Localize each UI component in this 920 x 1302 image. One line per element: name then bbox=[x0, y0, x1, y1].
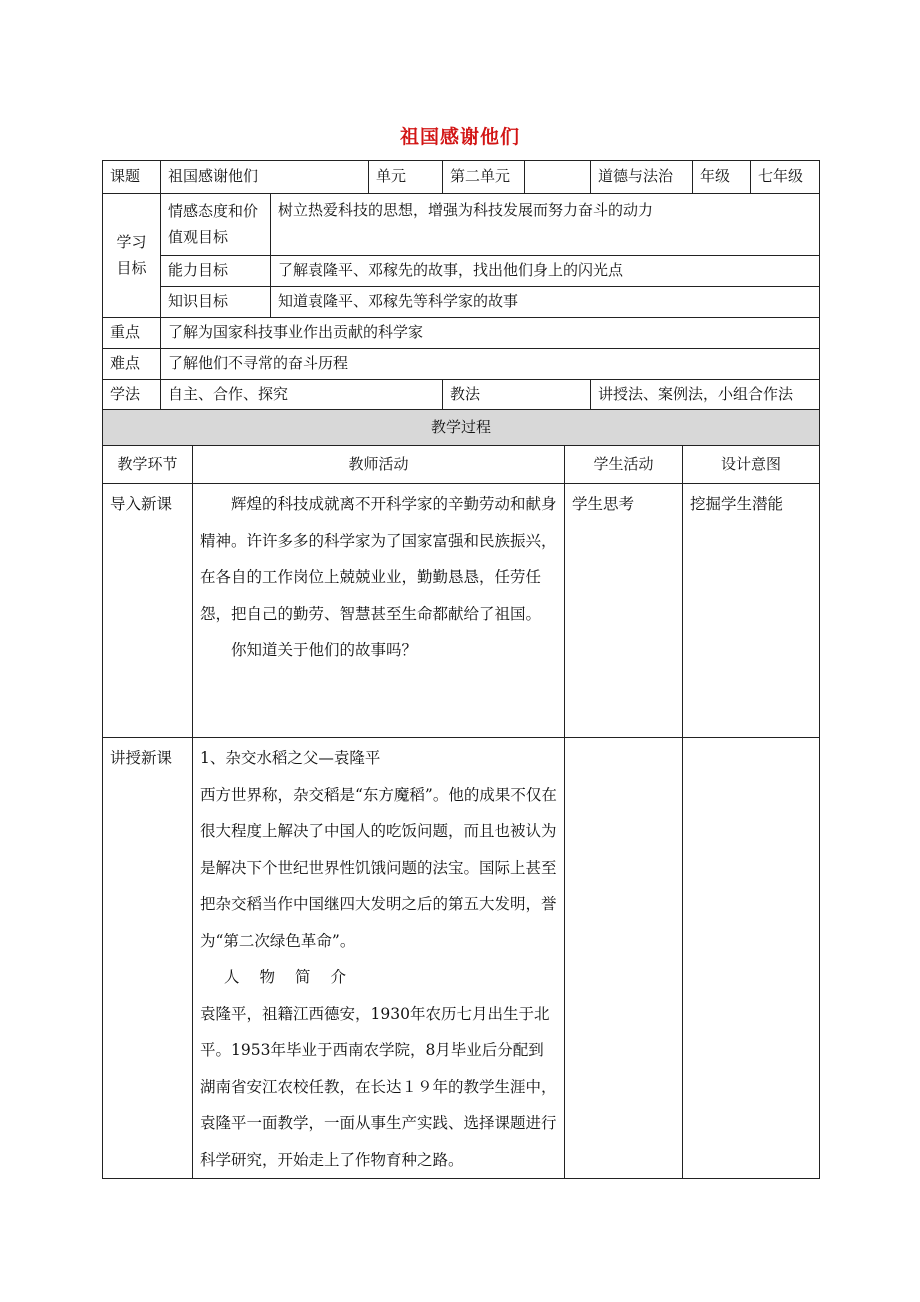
course-value: 道德与法治 bbox=[591, 161, 693, 194]
grade-value: 七年级 bbox=[751, 161, 820, 194]
column-header-teacher: 教师活动 bbox=[193, 446, 565, 484]
unit-value: 第二单元 bbox=[443, 161, 525, 194]
student-activity-intro: 学生思考 bbox=[565, 484, 683, 738]
empty-cell bbox=[525, 161, 591, 194]
stage-intro: 导入新课 bbox=[103, 484, 193, 738]
subject-label: 课题 bbox=[103, 161, 161, 194]
objectives-label: 学习 目标 bbox=[103, 194, 161, 318]
column-header-student: 学生活动 bbox=[565, 446, 683, 484]
key-point-label: 重点 bbox=[103, 318, 161, 349]
objective-content-attitude: 树立热爱科技的思想，增强为科技发展而努力奋斗的动力 bbox=[271, 194, 820, 256]
difficulty-label: 难点 bbox=[103, 349, 161, 380]
document-title: 祖国感谢他们 bbox=[399, 126, 520, 148]
teach-method-label: 教法 bbox=[443, 380, 591, 411]
objective-content-knowledge: 知道袁隆平、邓稼先等科学家的故事 bbox=[271, 287, 820, 318]
column-header-intent: 设计意图 bbox=[683, 446, 820, 484]
stage-new-lesson: 讲授新课 bbox=[103, 738, 193, 1179]
column-header-stage: 教学环节 bbox=[103, 446, 193, 484]
process-heading: 教学过程 bbox=[103, 410, 820, 446]
objective-name-attitude: 情感态度和价 值观目标 bbox=[161, 194, 271, 256]
subject-value: 祖国感谢他们 bbox=[161, 161, 369, 194]
difficulty-content: 了解他们不寻常的奋斗历程 bbox=[161, 349, 820, 380]
teacher-activity-new-lesson: 1、杂交水稻之父—袁隆平 西方世界称，杂交稻是“东方魔稻”。他的成果不仅在很大程度上解决了中国人的吃饭问题，而且也被认为是解决下个世纪世界性饥饿问题的法宝。国际上甚至把杂交稻当作中国继四大发明之后的第五大发明，誉为“第二次绿色革命”。 人物简介 袁隆平，祖籍江西德安，1930年农历七月出生于北平。1953年毕业于西南农学院，8月毕业后分配到湖南省安江农校任教，在长达１９年的教学生涯中，袁隆平一面教学，一面从事生产实践、选择课题进行科学研究，开始走上了作物育种之路。 bbox=[193, 738, 565, 1179]
unit-label: 单元 bbox=[369, 161, 443, 194]
grade-label: 年级 bbox=[693, 161, 751, 194]
lesson-info-table bbox=[102, 160, 820, 411]
teaching-process-table bbox=[102, 409, 820, 1179]
objective-name-knowledge: 知识目标 bbox=[161, 287, 271, 318]
teach-method-value: 讲授法、案例法，小组合作法 bbox=[591, 380, 820, 411]
design-intent-new-lesson bbox=[683, 738, 820, 1179]
study-method-label: 学法 bbox=[103, 380, 161, 411]
teacher-activity-intro: 辉煌的科技成就离不开科学家的辛勤劳动和献身精神。许许多多的科学家为了国家富强和民族振兴，在各自的工作岗位上兢兢业业，勤勤恳恳，任劳任怨，把自己的勤劳、智慧甚至生命都献给了祖国。 你知道关于他们的故事吗？ bbox=[193, 484, 565, 738]
design-intent-intro: 挖掘学生潜能 bbox=[683, 484, 820, 738]
objective-name-ability: 能力目标 bbox=[161, 256, 271, 287]
study-method-value: 自主、合作、探究 bbox=[161, 380, 443, 411]
key-point-content: 了解为国家科技事业作出贡献的科学家 bbox=[161, 318, 820, 349]
student-activity-new-lesson bbox=[565, 738, 683, 1179]
objective-content-ability: 了解袁隆平、邓稼先的故事，找出他们身上的闪光点 bbox=[271, 256, 820, 287]
